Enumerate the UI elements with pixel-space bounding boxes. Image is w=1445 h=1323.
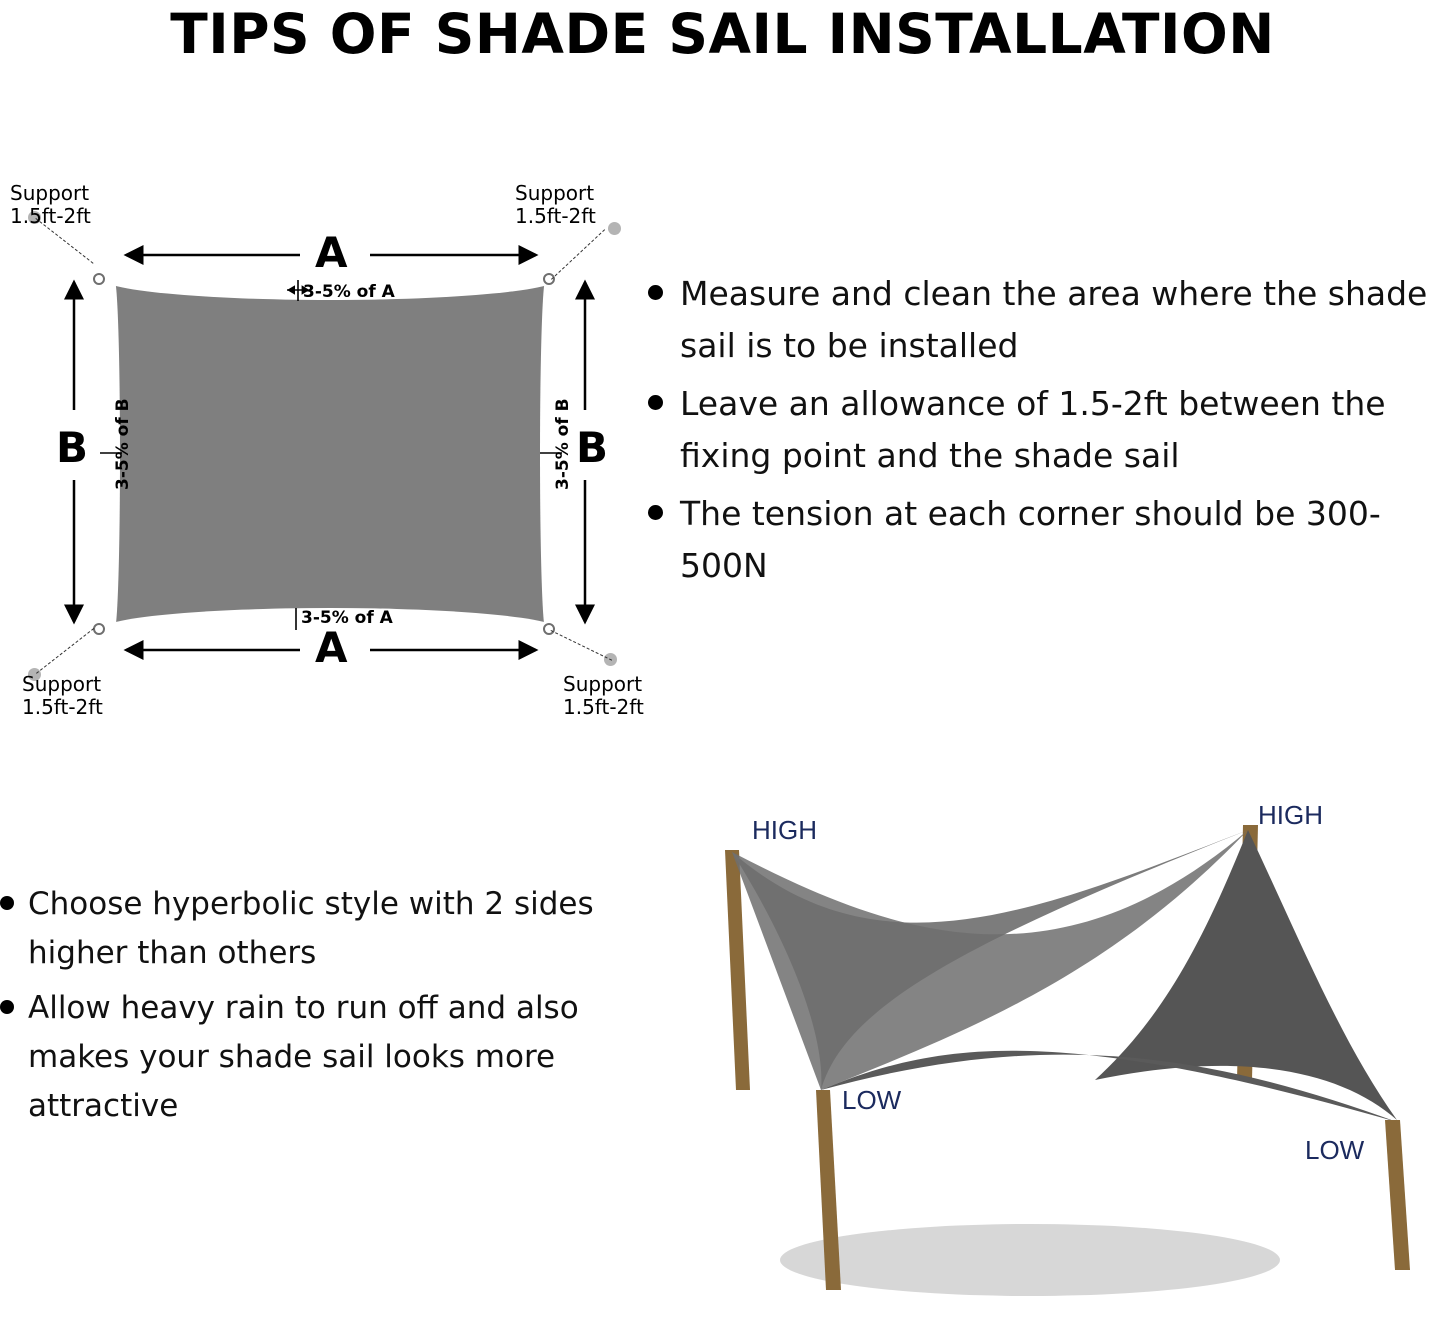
curve-label-top: 3-5% of A bbox=[303, 282, 395, 302]
list-item bbox=[648, 488, 1445, 592]
list-item-label: Choose hyperbolic style with 2 sides higher than others bbox=[28, 886, 594, 971]
ground-shadow bbox=[780, 1224, 1280, 1296]
list-item-label: Leave an allowance of 1.5-2ft between the fixing point and the shade sail bbox=[680, 384, 1386, 475]
bullet-dot-icon bbox=[0, 896, 14, 910]
curve-label-bottom: 3-5% of A bbox=[301, 608, 393, 628]
tips-list-top bbox=[648, 268, 1445, 598]
bullet-dot-icon bbox=[648, 505, 663, 520]
dim-label-left-b: B bbox=[56, 423, 89, 472]
list-item bbox=[0, 984, 620, 1131]
label-low-right: LOW bbox=[1305, 1135, 1365, 1165]
support-label-top-left: Support 1.5ft-2ft bbox=[10, 181, 91, 228]
post-front-right bbox=[1385, 1120, 1410, 1270]
list-item bbox=[648, 378, 1445, 482]
support-label-top-right: Support 1.5ft-2ft bbox=[515, 181, 596, 228]
list-item bbox=[648, 268, 1445, 372]
tips-list-bottom bbox=[0, 880, 620, 1137]
curve-label-left: 3-5% of B bbox=[113, 398, 133, 490]
page-title: TIPS OF SHADE SAIL INSTALLATION bbox=[170, 2, 1275, 66]
label-low-left: LOW bbox=[842, 1085, 902, 1115]
hyperbolic-sail-illustration bbox=[640, 790, 1445, 1319]
support-label-bottom-left: Support 1.5ft-2ft bbox=[22, 672, 103, 719]
dim-label-top-a: A bbox=[315, 228, 348, 277]
list-item-label: Measure and clean the area where the shade sail is to be installed bbox=[680, 274, 1428, 365]
list-item bbox=[0, 880, 620, 978]
label-high-left: HIGH bbox=[752, 815, 817, 845]
curve-label-right: 3-5% of B bbox=[553, 398, 573, 490]
list-item-label: The tension at each corner should be 300-500N bbox=[680, 494, 1381, 585]
bullet-dot-icon bbox=[648, 395, 663, 410]
dim-label-bottom-a: A bbox=[315, 623, 348, 672]
dim-label-right-b: B bbox=[576, 423, 609, 472]
rectangular-sail-diagram bbox=[0, 160, 660, 730]
list-item-label: Allow heavy rain to run off and also makes your shade sail looks more attractive bbox=[28, 990, 579, 1124]
hyperbolic-sail-svg bbox=[640, 790, 1445, 1319]
bullet-dot-icon bbox=[648, 285, 663, 300]
support-label-bottom-right: Support 1.5ft-2ft bbox=[563, 672, 644, 719]
bullet-dot-icon bbox=[0, 1000, 14, 1014]
label-high-right: HIGH bbox=[1258, 800, 1323, 830]
